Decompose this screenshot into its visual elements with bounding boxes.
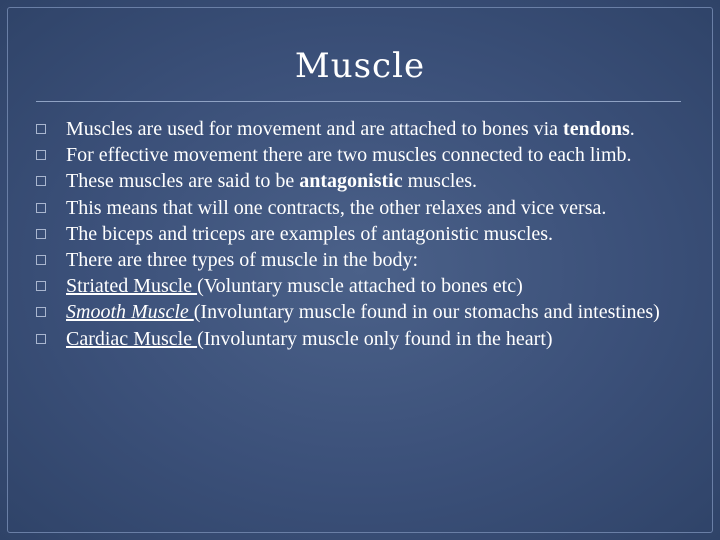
- bullet-item: [36, 142, 696, 168]
- bullet-text: (Involuntary muscle found in our stomachs and intestines): [193, 301, 660, 324]
- bullet-text: These muscles are said to be: [66, 170, 300, 193]
- bullet-text: muscles.: [402, 170, 478, 193]
- bullet-item: [36, 168, 696, 194]
- bullet-item: [36, 326, 696, 352]
- square-bullet-icon: [36, 176, 46, 186]
- bullet-text: The biceps and triceps are examples of antagonistic muscles.: [66, 222, 554, 245]
- bullet-item: [36, 221, 696, 247]
- bullet-item: [36, 116, 696, 142]
- square-bullet-icon: [36, 203, 46, 213]
- slide-title: Muscle: [294, 46, 426, 86]
- bullet-text: antagonistic: [299, 170, 403, 193]
- square-bullet-icon: [36, 150, 46, 160]
- square-bullet-icon: [36, 307, 46, 317]
- title-divider: [36, 101, 681, 102]
- bullet-text: Striated Muscle: [66, 275, 198, 298]
- bullet-text: .: [629, 118, 635, 140]
- bullet-text: For effective movement there are two muscles connected to each limb.: [66, 144, 632, 167]
- bullet-text: This means that will one contracts, the other relaxes and vice versa.: [66, 196, 607, 219]
- square-bullet-icon: [36, 334, 46, 344]
- bullet-list: [36, 116, 696, 352]
- bullet-text: Smooth Muscle: [66, 301, 194, 324]
- bullet-item: [36, 299, 696, 325]
- bullet-text: tendons: [563, 118, 630, 140]
- square-bullet-icon: [36, 229, 46, 239]
- bullet-text: (Voluntary muscle attached to bones etc): [197, 275, 523, 298]
- bullet-text: Muscles are used for movement and are attached to bones via: [66, 118, 564, 140]
- bullet-text: Cardiac Muscle: [66, 327, 198, 350]
- bullet-item: [36, 247, 696, 273]
- bullet-item: [36, 195, 696, 221]
- square-bullet-icon: [36, 255, 46, 265]
- square-bullet-icon: [36, 124, 46, 134]
- bullet-item: [36, 273, 696, 299]
- bullet-text: There are three types of muscle in the body:: [66, 249, 419, 272]
- square-bullet-icon: [36, 281, 46, 291]
- bullet-text: (Involuntary muscle only found in the heart): [197, 327, 553, 350]
